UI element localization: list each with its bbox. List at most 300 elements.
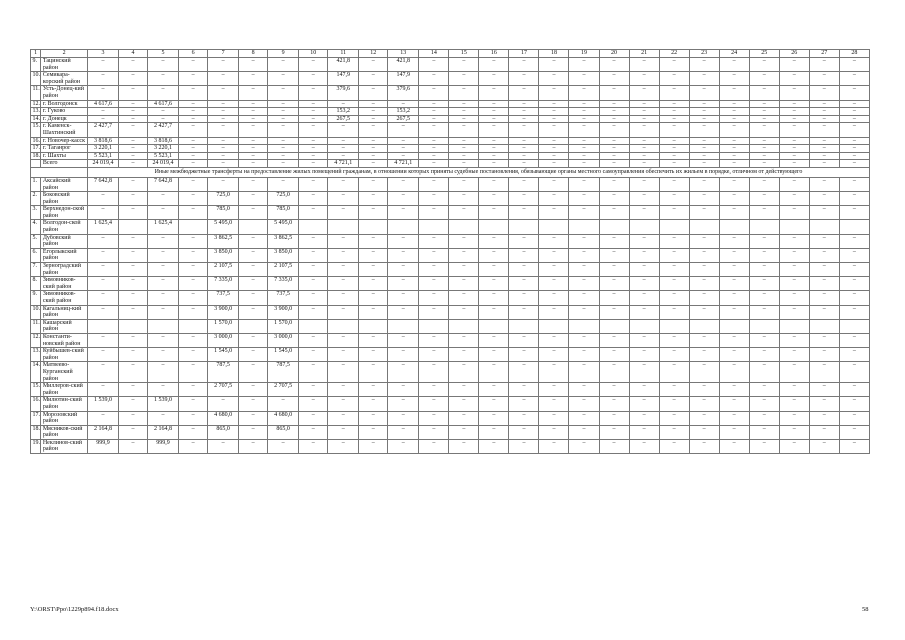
- value-cell: –: [239, 86, 268, 100]
- value-cell: –: [569, 248, 599, 262]
- value-cell: 24 019,4: [87, 160, 118, 168]
- value-cell: –: [569, 291, 599, 305]
- value-cell: –: [839, 192, 869, 206]
- row-index: 17.: [31, 411, 41, 425]
- table-row: [31, 397, 870, 411]
- table-row: [31, 206, 870, 220]
- value-cell: [779, 220, 809, 234]
- value-cell: –: [328, 383, 359, 397]
- value-cell: –: [719, 425, 749, 439]
- value-cell: –: [629, 192, 659, 206]
- value-cell: –: [179, 123, 208, 137]
- value-cell: –: [479, 72, 509, 86]
- value-cell: –: [599, 291, 629, 305]
- value-cell: –: [689, 108, 719, 116]
- value-cell: –: [779, 177, 809, 191]
- value-cell: –: [509, 263, 539, 277]
- column-number: 23: [689, 50, 719, 58]
- value-cell: –: [119, 137, 148, 145]
- value-cell: –: [268, 137, 299, 145]
- value-cell: –: [629, 177, 659, 191]
- value-cell: [419, 319, 449, 333]
- municipality-name: Волгодон-ской район: [41, 220, 88, 234]
- value-cell: –: [839, 291, 869, 305]
- value-cell: –: [148, 362, 179, 383]
- value-cell: –: [148, 348, 179, 362]
- value-cell: –: [659, 177, 689, 191]
- value-cell: 785,0: [208, 206, 239, 220]
- value-cell: –: [509, 100, 539, 108]
- value-cell: –: [239, 291, 268, 305]
- value-cell: –: [689, 86, 719, 100]
- value-cell: –: [689, 160, 719, 168]
- value-cell: –: [629, 425, 659, 439]
- value-cell: –: [839, 263, 869, 277]
- value-cell: –: [779, 206, 809, 220]
- value-cell: –: [809, 234, 839, 248]
- value-cell: –: [779, 192, 809, 206]
- value-cell: –: [599, 86, 629, 100]
- value-cell: –: [148, 263, 179, 277]
- value-cell: –: [359, 206, 388, 220]
- value-cell: –: [689, 348, 719, 362]
- table-row: [31, 305, 870, 319]
- value-cell: [299, 220, 328, 234]
- value-cell: –: [388, 439, 419, 453]
- value-cell: –: [839, 305, 869, 319]
- value-cell: [179, 220, 208, 234]
- value-cell: –: [239, 72, 268, 86]
- value-cell: –: [569, 192, 599, 206]
- value-cell: –: [599, 277, 629, 291]
- value-cell: [839, 319, 869, 333]
- value-cell: –: [509, 177, 539, 191]
- value-cell: –: [539, 305, 569, 319]
- value-cell: –: [629, 115, 659, 123]
- value-cell: –: [749, 152, 779, 160]
- value-cell: –: [809, 348, 839, 362]
- value-cell: –: [388, 145, 419, 153]
- value-cell: –: [449, 425, 479, 439]
- value-cell: –: [839, 206, 869, 220]
- value-cell: –: [689, 123, 719, 137]
- value-cell: –: [749, 58, 779, 72]
- value-cell: –: [659, 206, 689, 220]
- value-cell: –: [179, 206, 208, 220]
- value-cell: 3 220,1: [148, 145, 179, 153]
- value-cell: –: [719, 58, 749, 72]
- value-cell: –: [839, 348, 869, 362]
- value-cell: –: [539, 115, 569, 123]
- value-cell: –: [179, 333, 208, 347]
- value-cell: –: [539, 177, 569, 191]
- value-cell: –: [239, 137, 268, 145]
- value-cell: –: [359, 291, 388, 305]
- row-index: 9.: [31, 291, 41, 305]
- value-cell: –: [419, 425, 449, 439]
- row-index: 18.: [31, 425, 41, 439]
- value-cell: –: [419, 348, 449, 362]
- value-cell: –: [449, 86, 479, 100]
- value-cell: –: [299, 206, 328, 220]
- value-cell: –: [569, 425, 599, 439]
- value-cell: –: [809, 333, 839, 347]
- value-cell: –: [419, 152, 449, 160]
- value-cell: [239, 220, 268, 234]
- value-cell: –: [119, 305, 148, 319]
- value-cell: –: [749, 333, 779, 347]
- value-cell: 153,2: [328, 108, 359, 116]
- row-index: 13.: [31, 348, 41, 362]
- value-cell: –: [569, 115, 599, 123]
- value-cell: –: [509, 362, 539, 383]
- value-cell: –: [569, 123, 599, 137]
- value-cell: 3 850,0: [268, 248, 299, 262]
- value-cell: –: [239, 123, 268, 137]
- value-cell: –: [119, 115, 148, 123]
- table-row: [31, 220, 870, 234]
- value-cell: –: [689, 277, 719, 291]
- value-cell: –: [809, 58, 839, 72]
- value-cell: –: [87, 291, 118, 305]
- value-cell: 1 545,0: [208, 348, 239, 362]
- value-cell: 725,0: [268, 192, 299, 206]
- value-cell: –: [779, 277, 809, 291]
- value-cell: –: [419, 248, 449, 262]
- value-cell: –: [208, 397, 239, 411]
- value-cell: –: [179, 291, 208, 305]
- value-cell: –: [119, 362, 148, 383]
- value-cell: [359, 220, 388, 234]
- row-index: 14.: [32, 115, 40, 122]
- value-cell: –: [419, 72, 449, 86]
- value-cell: –: [779, 152, 809, 160]
- value-cell: –: [809, 145, 839, 153]
- value-cell: –: [539, 108, 569, 116]
- value-cell: –: [148, 234, 179, 248]
- row-index: 11.: [31, 319, 41, 333]
- value-cell: 3 000,0: [208, 333, 239, 347]
- value-cell: –: [719, 100, 749, 108]
- value-cell: –: [419, 160, 449, 168]
- value-cell: –: [689, 137, 719, 145]
- value-cell: –: [388, 248, 419, 262]
- value-cell: –: [449, 108, 479, 116]
- value-cell: –: [749, 160, 779, 168]
- value-cell: –: [148, 108, 179, 116]
- value-cell: –: [569, 152, 599, 160]
- table-row: [31, 425, 870, 439]
- value-cell: –: [388, 383, 419, 397]
- value-cell: –: [239, 234, 268, 248]
- value-cell: –: [749, 206, 779, 220]
- value-cell: –: [299, 72, 328, 86]
- value-cell: –: [569, 72, 599, 86]
- value-cell: –: [479, 177, 509, 191]
- value-cell: –: [449, 248, 479, 262]
- row-index: [31, 160, 41, 168]
- page-number: 58: [862, 606, 869, 613]
- value-cell: –: [179, 362, 208, 383]
- value-cell: 1 570,0: [268, 319, 299, 333]
- table-row: [31, 348, 870, 362]
- footer-file-path: Y:\ORST\Ppo\1229p894.f18.docx: [30, 606, 119, 613]
- value-cell: –: [328, 137, 359, 145]
- value-cell: –: [419, 291, 449, 305]
- value-cell: –: [509, 108, 539, 116]
- value-cell: –: [749, 248, 779, 262]
- value-cell: –: [388, 234, 419, 248]
- value-cell: –: [359, 263, 388, 277]
- value-cell: –: [179, 425, 208, 439]
- value-cell: –: [119, 291, 148, 305]
- value-cell: –: [239, 263, 268, 277]
- value-cell: –: [479, 206, 509, 220]
- value-cell: 3 220,1: [87, 145, 118, 153]
- value-cell: –: [599, 248, 629, 262]
- value-cell: –: [779, 362, 809, 383]
- value-cell: –: [749, 362, 779, 383]
- value-cell: –: [539, 277, 569, 291]
- value-cell: –: [689, 439, 719, 453]
- column-number: 3: [87, 50, 118, 58]
- value-cell: –: [87, 348, 118, 362]
- value-cell: –: [509, 333, 539, 347]
- value-cell: –: [359, 383, 388, 397]
- value-cell: –: [299, 58, 328, 72]
- value-cell: –: [539, 234, 569, 248]
- value-cell: –: [449, 160, 479, 168]
- value-cell: –: [809, 277, 839, 291]
- value-cell: –: [299, 160, 328, 168]
- value-cell: –: [569, 206, 599, 220]
- value-cell: –: [449, 291, 479, 305]
- value-cell: –: [749, 425, 779, 439]
- value-cell: –: [539, 263, 569, 277]
- value-cell: –: [299, 177, 328, 191]
- value-cell: –: [359, 100, 388, 108]
- value-cell: –: [659, 152, 689, 160]
- value-cell: –: [839, 248, 869, 262]
- value-cell: –: [599, 425, 629, 439]
- value-cell: –: [809, 86, 839, 100]
- value-cell: –: [569, 160, 599, 168]
- value-cell: –: [268, 123, 299, 137]
- value-cell: –: [239, 115, 268, 123]
- value-cell: –: [689, 411, 719, 425]
- value-cell: –: [359, 86, 388, 100]
- value-cell: –: [839, 362, 869, 383]
- value-cell: [629, 319, 659, 333]
- value-cell: –: [779, 348, 809, 362]
- value-cell: –: [839, 145, 869, 153]
- value-cell: –: [659, 58, 689, 72]
- municipality-name: Боковский район: [41, 192, 88, 206]
- column-number: 12: [359, 50, 388, 58]
- value-cell: –: [268, 86, 299, 100]
- value-cell: [719, 319, 749, 333]
- value-cell: [509, 319, 539, 333]
- value-cell: –: [87, 86, 118, 100]
- value-cell: –: [809, 383, 839, 397]
- value-cell: –: [208, 86, 239, 100]
- table-row: [31, 177, 870, 191]
- value-cell: 4 721,1: [388, 160, 419, 168]
- value-cell: –: [87, 383, 118, 397]
- value-cell: –: [239, 145, 268, 153]
- row-index: 18.: [32, 152, 40, 159]
- value-cell: [328, 319, 359, 333]
- value-cell: [539, 319, 569, 333]
- value-cell: –: [659, 439, 689, 453]
- value-cell: –: [509, 397, 539, 411]
- value-cell: –: [449, 277, 479, 291]
- table-row: [31, 86, 870, 100]
- municipality-name: Усть-Донец-кий район: [41, 86, 88, 100]
- value-cell: –: [179, 177, 208, 191]
- row-index: 14.: [31, 362, 41, 383]
- value-cell: –: [479, 108, 509, 116]
- value-cell: –: [659, 411, 689, 425]
- column-number: 11: [328, 50, 359, 58]
- value-cell: 787,5: [268, 362, 299, 383]
- value-cell: –: [809, 263, 839, 277]
- value-cell: –: [179, 248, 208, 262]
- value-cell: –: [359, 160, 388, 168]
- municipality-name: Верхнедон-ской район: [41, 206, 88, 220]
- value-cell: 1 539,0: [87, 397, 118, 411]
- value-cell: –: [179, 305, 208, 319]
- municipality-name: Аксайский район: [41, 177, 88, 191]
- value-cell: –: [359, 58, 388, 72]
- value-cell: –: [509, 439, 539, 453]
- value-cell: –: [569, 234, 599, 248]
- value-cell: –: [328, 206, 359, 220]
- value-cell: –: [659, 362, 689, 383]
- value-cell: 5 523,1: [87, 152, 118, 160]
- value-cell: –: [809, 177, 839, 191]
- value-cell: –: [268, 160, 299, 168]
- value-cell: –: [119, 72, 148, 86]
- value-cell: 153,2: [388, 108, 419, 116]
- value-cell: –: [479, 333, 509, 347]
- value-cell: –: [719, 108, 749, 116]
- value-cell: 865,0: [208, 425, 239, 439]
- value-cell: –: [479, 411, 509, 425]
- column-number: 26: [779, 50, 809, 58]
- value-cell: 3 818,6: [148, 137, 179, 145]
- value-cell: –: [299, 362, 328, 383]
- value-cell: –: [208, 123, 239, 137]
- municipality-name: Неклинов-ский район: [41, 439, 88, 453]
- value-cell: 787,5: [208, 362, 239, 383]
- value-cell: [599, 319, 629, 333]
- value-cell: –: [419, 58, 449, 72]
- value-cell: –: [179, 192, 208, 206]
- value-cell: –: [179, 348, 208, 362]
- value-cell: –: [839, 152, 869, 160]
- value-cell: –: [509, 115, 539, 123]
- value-cell: –: [569, 100, 599, 108]
- value-cell: –: [388, 397, 419, 411]
- value-cell: –: [449, 152, 479, 160]
- value-cell: 7 642,8: [148, 177, 179, 191]
- value-cell: –: [179, 58, 208, 72]
- value-cell: –: [689, 234, 719, 248]
- value-cell: –: [719, 305, 749, 319]
- value-cell: –: [419, 192, 449, 206]
- value-cell: –: [749, 177, 779, 191]
- value-cell: –: [569, 177, 599, 191]
- value-cell: –: [809, 397, 839, 411]
- value-cell: –: [689, 305, 719, 319]
- column-number: 6: [179, 50, 208, 58]
- value-cell: [328, 220, 359, 234]
- value-cell: –: [449, 137, 479, 145]
- value-cell: [569, 319, 599, 333]
- value-cell: –: [749, 234, 779, 248]
- value-cell: –: [179, 277, 208, 291]
- value-cell: –: [539, 248, 569, 262]
- value-cell: –: [689, 177, 719, 191]
- value-cell: –: [719, 362, 749, 383]
- value-cell: –: [419, 177, 449, 191]
- value-cell: –: [509, 425, 539, 439]
- municipality-name: Морозовский район: [41, 411, 88, 425]
- value-cell: –: [689, 383, 719, 397]
- table-row: [31, 72, 870, 86]
- value-cell: –: [599, 206, 629, 220]
- value-cell: 3 818,6: [87, 137, 118, 145]
- value-cell: –: [119, 248, 148, 262]
- value-cell: –: [569, 439, 599, 453]
- value-cell: –: [599, 137, 629, 145]
- value-cell: –: [599, 177, 629, 191]
- value-cell: –: [268, 397, 299, 411]
- value-cell: –: [419, 100, 449, 108]
- value-cell: –: [749, 348, 779, 362]
- value-cell: –: [569, 86, 599, 100]
- value-cell: –: [87, 248, 118, 262]
- value-cell: –: [749, 192, 779, 206]
- value-cell: –: [509, 291, 539, 305]
- municipality-name: Всего: [41, 160, 88, 168]
- value-cell: –: [328, 177, 359, 191]
- municipality-name: Матвеево-Курганский район: [41, 362, 88, 383]
- row-index: 13.: [32, 108, 40, 115]
- column-number: 15: [449, 50, 479, 58]
- column-number: 1: [31, 50, 41, 58]
- value-cell: 4 680,0: [268, 411, 299, 425]
- value-cell: –: [779, 58, 809, 72]
- value-cell: 3 000,0: [268, 333, 299, 347]
- value-cell: –: [148, 192, 179, 206]
- value-cell: 1 545,0: [268, 348, 299, 362]
- value-cell: –: [479, 263, 509, 277]
- value-cell: 785,0: [268, 206, 299, 220]
- value-cell: 1 570,0: [208, 319, 239, 333]
- value-cell: –: [119, 152, 148, 160]
- table-row: [31, 291, 870, 305]
- column-number: 14: [419, 50, 449, 58]
- value-cell: –: [779, 291, 809, 305]
- value-cell: –: [659, 137, 689, 145]
- value-cell: –: [689, 291, 719, 305]
- value-cell: –: [208, 439, 239, 453]
- value-cell: –: [299, 137, 328, 145]
- value-cell: –: [148, 277, 179, 291]
- value-cell: –: [268, 115, 299, 123]
